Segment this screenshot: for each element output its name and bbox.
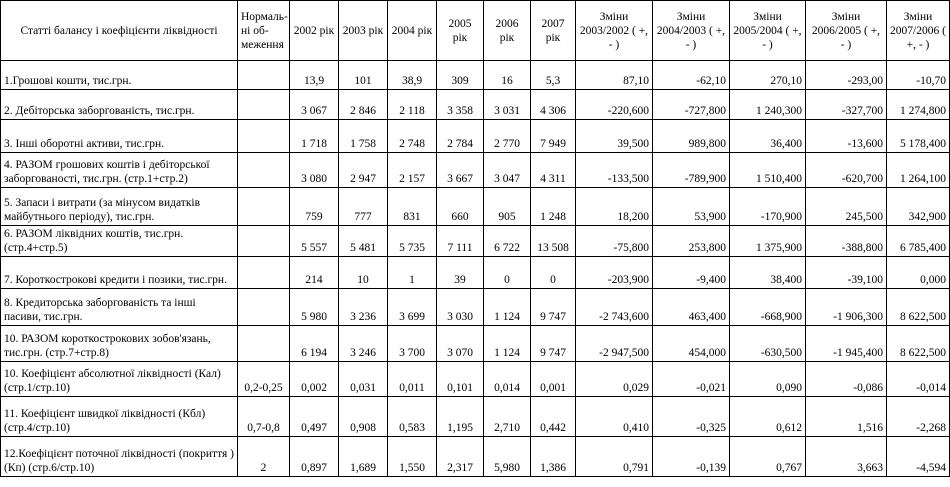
year-value-cell: 1 248: [531, 188, 576, 226]
year-value-cell: 2 846: [339, 90, 388, 120]
year-value-cell: 3 031: [484, 90, 531, 120]
year-value-cell: 0,014: [484, 362, 531, 397]
year-value-cell: 0,011: [388, 362, 437, 397]
item-cell: 6. РАЗОМ ліквідних коштів, тис.грн. (стр.4+стр.5): [1, 226, 238, 257]
change-header: Зміни 2006/2005 ( +, - ): [806, 1, 887, 61]
change-value-cell: 5 178,400: [887, 120, 950, 153]
table-row: [1, 61, 950, 90]
year-value-cell: 5 557: [290, 226, 339, 257]
change-value-cell: -630,500: [730, 326, 806, 362]
change-value-cell: 38,400: [730, 257, 806, 289]
change-value-cell: 87,10: [576, 61, 653, 90]
year-value-cell: 2,710: [484, 397, 531, 437]
year-value-cell: 1: [388, 257, 437, 289]
change-value-cell: -1 906,300: [806, 289, 887, 326]
change-value-cell: 0,000: [887, 257, 950, 289]
change-value-cell: -9,400: [653, 257, 730, 289]
year-value-cell: 0: [531, 257, 576, 289]
table-row: [1, 257, 950, 289]
year-value-cell: 3 067: [290, 90, 339, 120]
table-body: [1, 61, 950, 477]
change-value-cell: -668,900: [730, 289, 806, 326]
item-cell: 7. Короткострокові кредити і позики, тис.грн.: [1, 257, 238, 289]
year-header: 2005 рік: [437, 1, 484, 61]
norm-cell: [238, 326, 290, 362]
header-row: [1, 1, 950, 61]
change-value-cell: 1 510,400: [730, 153, 806, 188]
change-value-cell: -13,600: [806, 120, 887, 153]
year-value-cell: 2 748: [388, 120, 437, 153]
norm-cell: 2: [238, 437, 290, 477]
change-value-cell: -327,700: [806, 90, 887, 120]
year-value-cell: 3 047: [484, 153, 531, 188]
table-row: [1, 153, 950, 188]
change-value-cell: 0,612: [730, 397, 806, 437]
change-value-cell: 53,900: [653, 188, 730, 226]
change-value-cell: 1,516: [806, 397, 887, 437]
change-value-cell: 36,400: [730, 120, 806, 153]
change-header: Зміни 2005/2004 ( +, - ): [730, 1, 806, 61]
norm-cell: [238, 120, 290, 153]
norm-cell: 0,2-0,25: [238, 362, 290, 397]
change-value-cell: 989,800: [653, 120, 730, 153]
change-value-cell: 454,000: [653, 326, 730, 362]
change-value-cell: -133,500: [576, 153, 653, 188]
norm-header: Нормаль-ні об-меження: [238, 1, 290, 61]
change-value-cell: 0,791: [576, 437, 653, 477]
year-header: 2007 рік: [531, 1, 576, 61]
year-value-cell: 3 030: [437, 289, 484, 326]
year-value-cell: 1 124: [484, 289, 531, 326]
change-value-cell: -10,70: [887, 61, 950, 90]
year-value-cell: 0,001: [531, 362, 576, 397]
change-header: Зміни 2003/2002 ( +, - ): [576, 1, 653, 61]
change-value-cell: -39,100: [806, 257, 887, 289]
table-row: [1, 90, 950, 120]
year-value-cell: 7 111: [437, 226, 484, 257]
change-value-cell: 270,10: [730, 61, 806, 90]
norm-cell: [238, 226, 290, 257]
year-value-cell: 2 947: [339, 153, 388, 188]
change-value-cell: -203,900: [576, 257, 653, 289]
norm-cell: [238, 289, 290, 326]
year-value-cell: 3 070: [437, 326, 484, 362]
table-row: [1, 437, 950, 477]
year-value-cell: 9 747: [531, 289, 576, 326]
change-value-cell: -2 947,500: [576, 326, 653, 362]
item-cell: 11. Коефіцієнт швидкої ліквідності (Кбл) (стр.4/стр.10): [1, 397, 238, 437]
item-cell: 12.Коефіцієнт поточної ліквідності (покриття ) (Кп) (стр.6/стр.10): [1, 437, 238, 477]
year-value-cell: 9 747: [531, 326, 576, 362]
year-value-cell: 2 118: [388, 90, 437, 120]
year-value-cell: 13,9: [290, 61, 339, 90]
year-value-cell: 38,9: [388, 61, 437, 90]
year-header: 2003 рік: [339, 1, 388, 61]
change-value-cell: 1 375,900: [730, 226, 806, 257]
year-value-cell: 0,442: [531, 397, 576, 437]
year-value-cell: 3 358: [437, 90, 484, 120]
change-value-cell: 8 622,500: [887, 326, 950, 362]
year-value-cell: 777: [339, 188, 388, 226]
table-row: [1, 226, 950, 257]
year-value-cell: 0,031: [339, 362, 388, 397]
change-value-cell: -2 743,600: [576, 289, 653, 326]
change-value-cell: -220,600: [576, 90, 653, 120]
item-cell: 8. Кредиторська заборгованість та інші пасиви, тис.грн.: [1, 289, 238, 326]
table-row: [1, 362, 950, 397]
year-value-cell: 759: [290, 188, 339, 226]
year-header: 2002 рік: [290, 1, 339, 61]
change-value-cell: -0,325: [653, 397, 730, 437]
year-value-cell: 309: [437, 61, 484, 90]
change-header: Зміни 2007/2006 ( +, - ): [887, 1, 950, 61]
year-value-cell: 39: [437, 257, 484, 289]
change-value-cell: 1 240,300: [730, 90, 806, 120]
change-value-cell: 1 264,100: [887, 153, 950, 188]
year-value-cell: 1,550: [388, 437, 437, 477]
change-value-cell: -0,086: [806, 362, 887, 397]
year-value-cell: 0,002: [290, 362, 339, 397]
change-value-cell: 0,090: [730, 362, 806, 397]
item-cell: 5. Запаси і витрати (за мінусом видатків майбутнього періоду), тис.грн.: [1, 188, 238, 226]
norm-cell: [238, 153, 290, 188]
change-value-cell: 463,400: [653, 289, 730, 326]
year-value-cell: 6 194: [290, 326, 339, 362]
year-value-cell: 1 758: [339, 120, 388, 153]
year-value-cell: 0,897: [290, 437, 339, 477]
year-value-cell: 1,689: [339, 437, 388, 477]
year-value-cell: 0,908: [339, 397, 388, 437]
year-value-cell: 905: [484, 188, 531, 226]
change-value-cell: -0,139: [653, 437, 730, 477]
year-value-cell: 3 236: [339, 289, 388, 326]
item-cell: 2. Дебіторська заборгованість, тис.грн.: [1, 90, 238, 120]
norm-cell: [238, 90, 290, 120]
item-cell: 10. РАЗОМ короткострокових зобов'язань, тис.грн. (стр.7+стр.8): [1, 326, 238, 362]
item-cell: 3. Інші оборотні активи, тис.грн.: [1, 120, 238, 153]
year-value-cell: 5,3: [531, 61, 576, 90]
year-value-cell: 2 770: [484, 120, 531, 153]
year-value-cell: 214: [290, 257, 339, 289]
year-value-cell: 10: [339, 257, 388, 289]
item-header: Статті балансу і коефіцієнти ліквідності: [1, 1, 238, 61]
year-value-cell: 5 980: [290, 289, 339, 326]
item-cell: 1.Грошові кошти, тис.грн.: [1, 61, 238, 90]
change-value-cell: 18,200: [576, 188, 653, 226]
year-value-cell: 2 157: [388, 153, 437, 188]
year-value-cell: 4 306: [531, 90, 576, 120]
change-value-cell: 6 785,400: [887, 226, 950, 257]
change-value-cell: -62,10: [653, 61, 730, 90]
change-value-cell: -170,900: [730, 188, 806, 226]
change-value-cell: -75,800: [576, 226, 653, 257]
year-value-cell: 101: [339, 61, 388, 90]
change-value-cell: 3,663: [806, 437, 887, 477]
year-value-cell: 0,583: [388, 397, 437, 437]
year-value-cell: 1,386: [531, 437, 576, 477]
year-value-cell: 4 311: [531, 153, 576, 188]
change-value-cell: -1 945,400: [806, 326, 887, 362]
year-value-cell: 2,317: [437, 437, 484, 477]
year-value-cell: 13 508: [531, 226, 576, 257]
year-value-cell: 5 481: [339, 226, 388, 257]
change-value-cell: -789,900: [653, 153, 730, 188]
year-value-cell: 1 124: [484, 326, 531, 362]
change-value-cell: -4,594: [887, 437, 950, 477]
year-value-cell: 3 700: [388, 326, 437, 362]
year-value-cell: 0,101: [437, 362, 484, 397]
year-value-cell: 831: [388, 188, 437, 226]
change-value-cell: 0,767: [730, 437, 806, 477]
year-value-cell: 3 246: [339, 326, 388, 362]
table-row: [1, 188, 950, 226]
change-value-cell: 0,410: [576, 397, 653, 437]
change-value-cell: -620,700: [806, 153, 887, 188]
year-value-cell: 5 735: [388, 226, 437, 257]
year-value-cell: 6 722: [484, 226, 531, 257]
change-value-cell: -727,800: [653, 90, 730, 120]
year-value-cell: 2 784: [437, 120, 484, 153]
table-row: [1, 289, 950, 326]
year-value-cell: 1 718: [290, 120, 339, 153]
year-header: 2006 рік: [484, 1, 531, 61]
item-cell: 10. Коефіцієнт абсолютної ліквідності (Кал) (стр.1/стр.10): [1, 362, 238, 397]
change-value-cell: -0,014: [887, 362, 950, 397]
change-value-cell: 39,500: [576, 120, 653, 153]
year-value-cell: 660: [437, 188, 484, 226]
norm-cell: 0,7-0,8: [238, 397, 290, 437]
table-row: [1, 120, 950, 153]
year-value-cell: 16: [484, 61, 531, 90]
year-value-cell: 0,497: [290, 397, 339, 437]
year-value-cell: 1,195: [437, 397, 484, 437]
change-value-cell: -2,268: [887, 397, 950, 437]
year-value-cell: 3 080: [290, 153, 339, 188]
norm-cell: [238, 61, 290, 90]
year-value-cell: 0: [484, 257, 531, 289]
year-value-cell: 3 667: [437, 153, 484, 188]
change-value-cell: 0,029: [576, 362, 653, 397]
change-value-cell: 8 622,500: [887, 289, 950, 326]
change-header: Зміни 2004/2003 ( +, - ): [653, 1, 730, 61]
change-value-cell: 245,500: [806, 188, 887, 226]
change-value-cell: -388,800: [806, 226, 887, 257]
norm-cell: [238, 188, 290, 226]
change-value-cell: 342,900: [887, 188, 950, 226]
change-value-cell: 253,800: [653, 226, 730, 257]
item-cell: 4. РАЗОМ грошових коштів і дебіторської заборгованості, тис.грн. (стр.1+стр.2): [1, 153, 238, 188]
change-value-cell: -293,00: [806, 61, 887, 90]
year-value-cell: 3 699: [388, 289, 437, 326]
change-value-cell: 1 274,800: [887, 90, 950, 120]
norm-cell: [238, 257, 290, 289]
year-value-cell: 7 949: [531, 120, 576, 153]
table-row: [1, 397, 950, 437]
year-header: 2004 рік: [388, 1, 437, 61]
year-value-cell: 5,980: [484, 437, 531, 477]
table-row: [1, 326, 950, 362]
change-value-cell: -0,021: [653, 362, 730, 397]
